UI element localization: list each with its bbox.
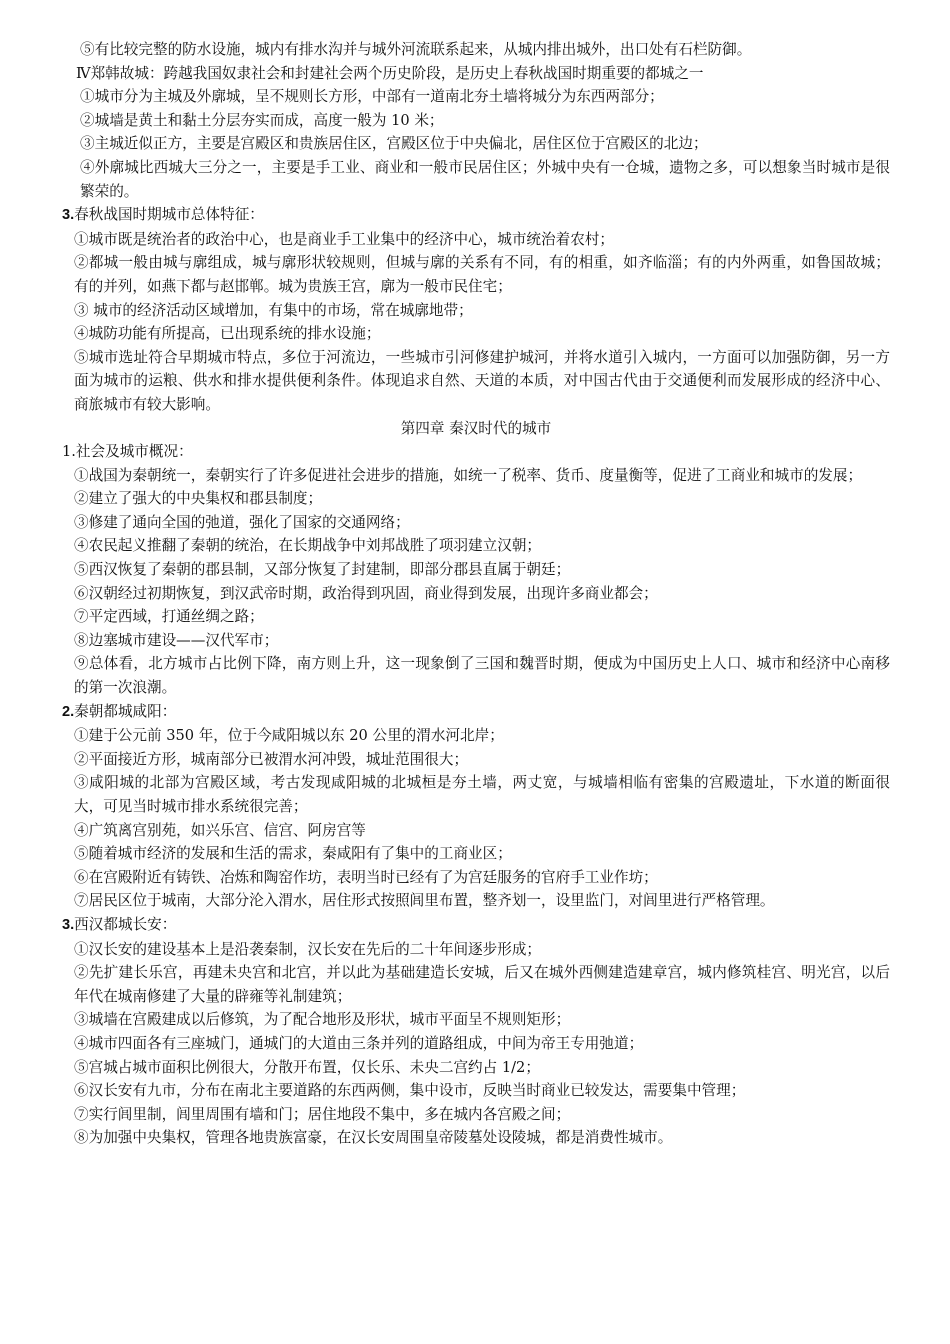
changan-item: ⑤宫城占城市面积比例很大，分散开布置，仅长乐、未央二宫约占 1/2； xyxy=(74,1058,540,1076)
chapter-title: 第四章 秦汉时代的城市 xyxy=(400,419,552,437)
xianyang-item: ①建于公元前 350 年，位于今咸阳城以东 20 公里的渭水河北岸； xyxy=(74,727,504,745)
section-title: 春秋战国时期城市总体特征： xyxy=(74,206,264,224)
zhenghan-item: ①城市分为主城及外廓城，呈不规则长方形，中部有一道南北夯土墙将城分为东西两部分； xyxy=(80,88,664,106)
zhenghan-item: ③主城近似正方，主要是宫殿区和贵族居住区，宫殿区位于中央偏北，居住区位于宫殿区的北边； xyxy=(80,135,708,153)
feature-item: ③ 城市的经济活动区域增加，有集中的市场，常在城廓地带； xyxy=(74,301,473,319)
zhenghan-heading: Ⅳ郑韩故城：跨越我国奴隶社会和封建社会两个历史阶段，是历史上春秋战国时期重要的都城之一 xyxy=(76,64,704,82)
changan-item: ③城墙在宫殿建成以后修筑，为了配合地形及形状，城市平面呈不规则矩形； xyxy=(74,1011,571,1029)
changan-item: ④城市四面各有三座城门，通城门的大道由三条并列的道路组成，中间为帝王专用弛道； xyxy=(74,1034,644,1052)
overview-item: ⑦平定西域，打通丝绸之路； xyxy=(74,608,264,626)
changan-item: ②先扩建长乐宫，再建未央宫和北宫，并以此为基础建造长安城，后又在城外西侧建造建章宫，城内修筑桂宫、明光宫，以后年代在城南修建了大量的辟雍等礼制建筑； xyxy=(74,964,890,1005)
overview-item: ⑥汉朝经过初期恢复，到汉武帝时期，政治得到巩固，商业得到发展，出现许多商业都会； xyxy=(74,584,658,602)
xianyang-item: ⑤随着城市经济的发展和生活的需求，秦咸阳有了集中的工商业区； xyxy=(74,845,512,863)
zhenghan-item: ②城墙是黄土和黏土分层夯实而成，高度一般为 10 米； xyxy=(80,111,444,129)
feature-item: ⑤城市选址符合早期城市特点，多位于河流边，一些城市引河修建护城河，并将水道引入城内，一方面可以加强防御，另一方面为城市的运粮、供水和排水提供便利条件。体现追求自然、天道的本质，对中国古代由于交通便利而发展形成的经济中心、商旅城市有较大影响。 xyxy=(74,348,890,413)
changan-item: ⑧为加强中央集权，管理各地贵族富豪，在汉长安周围皇帝陵墓处设陵城，都是消费性城市。 xyxy=(74,1129,673,1147)
overview-item: ②建立了强大的中央集权和郡县制度； xyxy=(74,490,323,508)
changan-item: ①汉长安的建设基本上是沿袭秦制，汉长安在先后的二十年间逐步形成； xyxy=(74,940,542,958)
section-heading xyxy=(62,700,890,725)
feature-item: ②都城一般由城与廓组成，城与廓形状较规则，但城与廓的关系有不同，有的相重，如齐临淄；有的内外两重，如鲁国故城；有的并列，如燕下都与赵邯郸。城为贵族王宫，廓为一般市民住宅； xyxy=(74,254,890,295)
xianyang-item: ②平面接近方形，城南部分已被渭水河冲毁，城址范围很大； xyxy=(74,750,469,768)
section-heading xyxy=(62,913,890,938)
overview-item: ⑤西汉恢复了秦朝的郡县制，又部分恢复了封建制，即部分郡县直属于朝廷； xyxy=(74,561,571,579)
xianyang-item: ④广筑离宫别苑，如兴乐宫、信宫、阿房宫等 xyxy=(74,821,366,839)
overview-item: ⑧边塞城市建设——汉代军市； xyxy=(74,631,279,649)
changan-item: ⑥汉长安有九市，分布在南北主要道路的东西两侧，集中设市，反映当时商业已较发达，需要集中管理； xyxy=(74,1082,746,1100)
section-number: 2. xyxy=(62,703,75,720)
section-number: 3. xyxy=(62,916,75,933)
section-title: 西汉都城长安： xyxy=(74,915,177,933)
section-heading xyxy=(62,203,890,228)
overview-item: ①战国为秦朝统一，秦朝实行了许多促进社会进步的措施，如统一了税率、货币、度量衡等，促进了工商业和城市的发展； xyxy=(74,466,863,484)
section-heading: 1.社会及城市概况： xyxy=(62,443,193,461)
feature-item: ④城防功能有所提高，已出现系统的排水设施； xyxy=(74,325,381,343)
xianyang-item: ⑦居民区位于城南，大部分沦入渭水，居住形式按照闾里布置，整齐划一，设里监门，对闾里进行严格管理。 xyxy=(74,892,775,910)
section-number: 3. xyxy=(62,207,75,224)
zhenghan-item: ④外廓城比西城大三分之一，主要是手工业、商业和一般市民居住区；外城中央有一仓城，遗物之多，可以想象当时城市是很繁荣的。 xyxy=(80,158,890,200)
defense-item-5: ⑤有比较完整的防水设施，城内有排水沟并与城外河流联系起来，从城内排出城外，出口处有石栏防御。 xyxy=(80,41,752,58)
section-title: 秦朝都城咸阳： xyxy=(74,702,177,720)
overview-item: ③修建了通向全国的弛道，强化了国家的交通网络； xyxy=(74,513,410,531)
xianyang-item: ③咸阳城的北部为宫殿区域，考古发现咸阳城的北城桓是夯土墙，两丈宽，与城墙相临有密集的宫殿遗址，下水道的断面很大，可见当时城市排水系统很完善； xyxy=(74,774,890,815)
feature-item: ①城市既是统治者的政治中心，也是商业手工业集中的经济中心，城市统治着农村； xyxy=(74,230,614,248)
xianyang-item: ⑥在宫殿附近有铸铁、冶炼和陶窑作坊，表明当时已经有了为宫廷服务的官府手工业作坊； xyxy=(74,868,658,886)
changan-item: ⑦实行闾里制，闾里周围有墙和门；居住地段不集中，多在城内各宫殿之间； xyxy=(74,1105,571,1123)
overview-item: ⑨总体看，北方城市占比例下降，南方则上升，这一现象倒了三国和魏晋时期，便成为中国历史上人口、城市和经济中心南移的第一次浪潮。 xyxy=(74,655,890,697)
overview-item: ④农民起义推翻了秦朝的统治，在长期战争中刘邦战胜了项羽建立汉朝； xyxy=(74,537,542,555)
